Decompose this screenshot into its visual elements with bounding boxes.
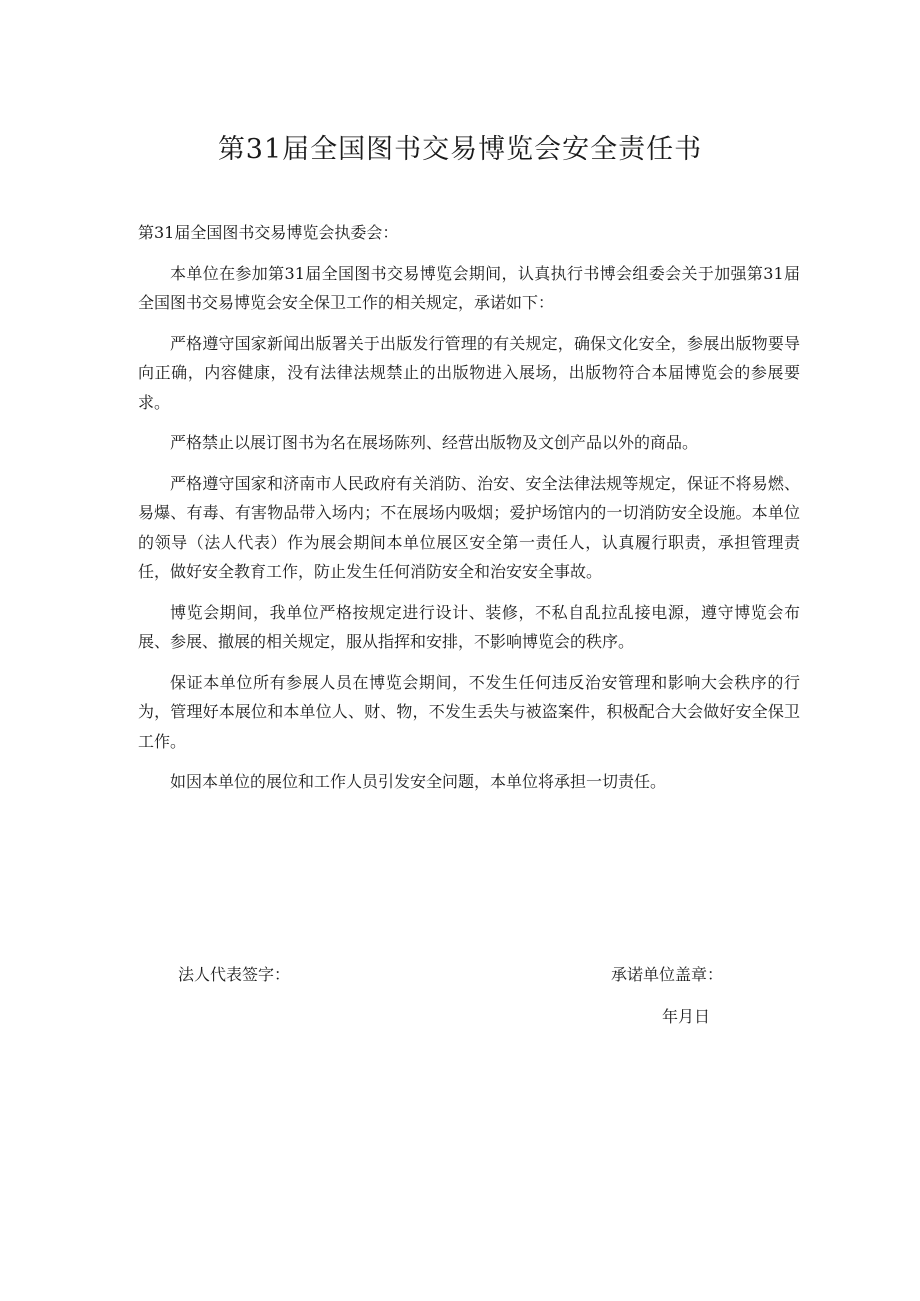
paragraph-personnel-conduct: 保证本单位所有参展人员在博览会期间，不发生任何违反治安管理和影响大会秩序的行为，管理好本展位和本单位人、财、物，不发生丢失与被盗案件，积极配合大会做好安全保卫工作。: [138, 672, 800, 751]
paragraph-fire-safety: 严格遵守国家和济南市人民政府有关消防、治安、安全法律法规等规定，保证不将易燃、易爆、有毒、有害物品带入场内；不在展场内吸烟；爱护场馆内的一切消防安全设施。本单位的领导（法人代表）作为展会期间本单位展区安全第一责任人，认真履行职责，承担管理责任，做好安全教育工作，防止发生任何消防安全和治安安全事故。: [138, 473, 800, 581]
paragraph-liability: 如因本单位的展位和工作人员引发安全问题，本单位将承担一切责任。: [170, 772, 667, 791]
paragraph-construction-rules: 博览会期间，我单位严格按规定进行设计、装修，不私自乱拉乱接电源，遵守博览会布展、参展、撤展的相关规定，服从指挥和安排，不影响博览会的秩序。: [138, 602, 800, 651]
seal-label: 承诺单位盖章：: [611, 965, 724, 984]
document-body: [138, 218, 800, 808]
date-label: 年月日: [662, 1007, 711, 1026]
paragraph-intro: 本单位在参加第31届全国图书交易博览会期间，认真执行书博会组委会关于加强第31届全国图书交易博览会安全保卫工作的相关规定，承诺如下：: [138, 263, 800, 312]
paragraph-publishing-rules: 严格遵守国家新闻出版署关于出版发行管理的有关规定，确保文化安全，参展出版物要导向正确，内容健康，没有法律法规禁止的出版物进入展场，出版物符合本届博览会的参展要求。: [138, 333, 800, 412]
signature-label: 法人代表签字：: [178, 965, 291, 984]
addressee: 第31届全国图书交易博览会执委会：: [138, 223, 399, 242]
signature-row: [178, 960, 738, 990]
paragraph-goods-prohibition: 严格禁止以展订图书为名在展场陈列、经营出版物及文创产品以外的商品。: [170, 433, 699, 452]
document-title: 第31届全国图书交易博览会安全责任书: [217, 134, 703, 165]
